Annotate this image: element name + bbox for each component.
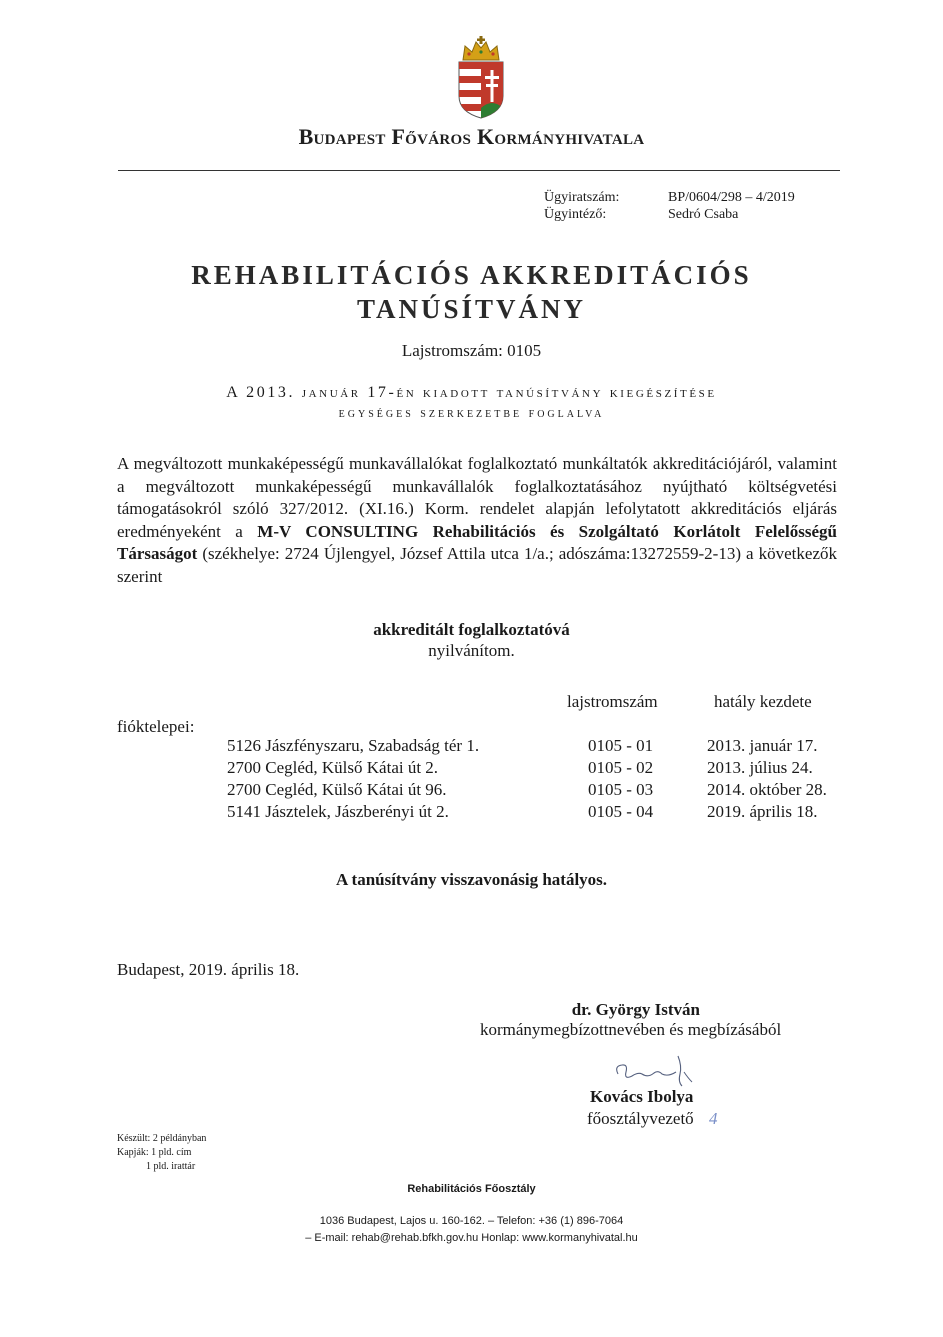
branch-date: 2014. október 28.	[707, 780, 827, 799]
document-title-line-1: REHABILITÁCIÓS AKKREDITÁCIÓS	[191, 260, 752, 290]
branch-address: 2700 Cegléd, Külső Kátai út 96.	[227, 780, 447, 799]
branch-register: 0105 - 03	[588, 780, 654, 799]
case-number: BP/0604/298 – 4/2019	[668, 190, 795, 205]
branch-address: 5126 Jászfényszaru, Szabadság tér 1.	[227, 736, 480, 755]
authority-role: kormánymegbízottnevében és megbízásából	[480, 1020, 782, 1039]
body-text-part-1: A megváltozott munkaképességű munkavállalókat foglalkoztató munkáltatók akkreditációjáról, valamint a megváltozott munkaképességű munkavállalók foglalkoztatásához nyújtható költségvetési támogatásokról szóló 327/2012. (XI.16.) Korm. rendelet alapján lefolytatott akkreditációs eljárás eredményeként a	[117, 454, 837, 541]
branch-date: 2013. január 17.	[707, 736, 818, 755]
body-text-part-2: (székhelye: 2724 Újlengyel, József Attila utca 1/a.; adószáma:13272559-2-13) a következők szerint	[117, 544, 837, 586]
footer-department: Rehabilitációs Főosztály	[407, 1183, 536, 1195]
header-divider	[118, 170, 840, 171]
branches-label: fióktelepei:	[117, 717, 195, 736]
footer-contact: – E-mail: rehab@rehab.bfkh.gov.hu Honlap: www.kormanyhivatal.hu	[305, 1232, 638, 1244]
validity-statement: A tanúsítvány visszavonásig hatályos.	[335, 870, 608, 889]
copies-line: 1 pld. irattár	[146, 1161, 196, 1172]
branch-register: 0105 - 02	[588, 758, 654, 777]
branch-register: 0105 - 01	[588, 736, 654, 755]
copies-line: Kapják: 1 pld. cím	[117, 1147, 192, 1158]
branch-date: 2013. július 24.	[707, 758, 813, 777]
company-name: M-V CONSULTING Rehabilitációs és Szolgáltató Korlátolt Felelősségű Társaságot	[117, 521, 837, 564]
signer-name: Kovács Ibolya	[590, 1087, 694, 1106]
handwritten-initial: 4	[709, 1109, 718, 1128]
document-title-line-2: TANÚSÍTVÁNY	[356, 294, 587, 324]
signer-title: főosztályvezető	[587, 1109, 694, 1128]
copies-line: Készült: 2 példányban	[117, 1133, 207, 1144]
subtitle-line-1: A 2013. január 17-én kiadott tanúsítvány kiegészítése	[226, 384, 717, 401]
footer-address: 1036 Budapest, Lajos u. 160-162. – Telefon: +36 (1) 896-7064	[319, 1215, 624, 1227]
declaration-verb: nyilvánítom.	[428, 641, 515, 660]
officer-name: Sedró Csaba	[668, 207, 739, 222]
branch-register: 0105 - 04	[588, 802, 654, 821]
branch-date: 2019. április 18.	[707, 802, 818, 821]
body-paragraph	[117, 453, 837, 589]
officer-label: Ügyintéző:	[544, 207, 607, 222]
register-number: Lajstromszám: 0105	[401, 341, 542, 360]
authority-name: dr. György István	[571, 1000, 700, 1019]
handwritten-signature	[612, 1052, 698, 1088]
agency-name: Budapest Főváros Kormányhivatala	[298, 124, 645, 149]
coat-of-arms-icon	[455, 36, 507, 120]
place-and-date: Budapest, 2019. április 18.	[117, 960, 300, 979]
branch-address: 5141 Jásztelek, Jászberényi út 2.	[227, 802, 449, 821]
column-header-register: lajstromszám	[567, 692, 658, 711]
accredited-statement: akkreditált foglalkoztatóvá	[373, 620, 570, 639]
case-number-label: Ügyiratszám:	[544, 190, 620, 205]
branch-address: 2700 Cegléd, Külső Kátai út 2.	[227, 758, 439, 777]
subtitle-line-2: egységes szerkezetbe foglalva	[338, 406, 605, 421]
column-header-effective: hatály kezdete	[714, 692, 812, 711]
